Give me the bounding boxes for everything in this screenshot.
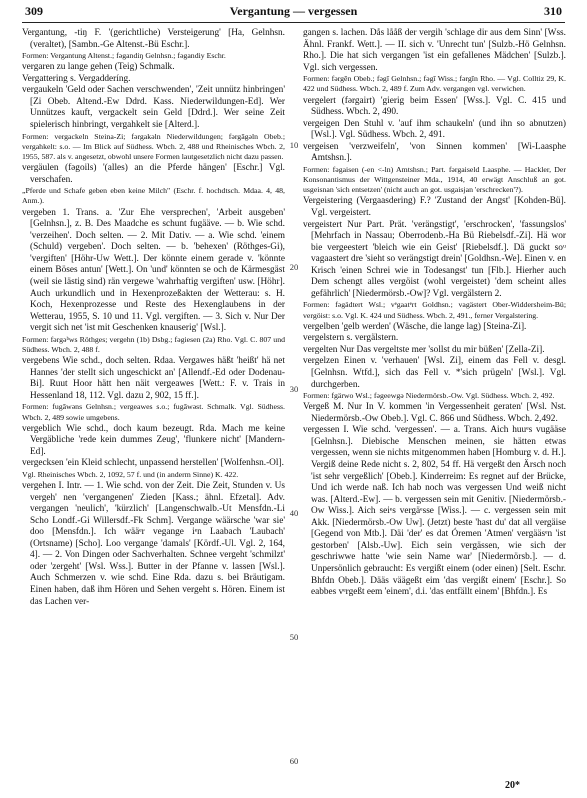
page-number-left: 309 xyxy=(25,4,43,18)
page-number-right: 310 xyxy=(544,4,562,18)
running-header xyxy=(25,4,562,20)
line-number: 40 xyxy=(289,508,299,518)
dictionary-entry: vergessen I. Wie schd. 'vergessen'. — a. Trans. Aich huuᵉs vugääse [Gelnhsn.]. Diebische Menschen meinen, sie hätten etwas vergessen, wenn sie nichts mitgenommen haben [Homburg v. d. H.]. Vergiß deine Rede nicht s. 2, 802, 54 ff. Hä vergeßt den Ärsch noch 'ist sehr vergeßlich' [Obeb.]. Kinderreim: Es regnet auf der Brücke, Und ich werde naß. Ich hab noch was vergessen Und weiß nicht was. [Alterd.-Ew]. — b. vergessen sein mit Genitiv. [Niedermörsb.-Ow Wiss.]. Aich seiᵉs vergäᵉsse [Wiss.]. — c. vergessen sein mit Akk. [Niedermörsb.-Ow Uw]. (Jetzt) beste 'hast du' dat all vergäise [Gegend von Mtb.]. Däi 'der' es dat Óremen 'Atmen' vergääsᵉn 'ist gestorben' [Alsb.-Uw]. Eich sein vergässen, wie sich der geschriwwe hatte 'wie sein Name war' [Niedermörsb.]. — d. Unpersönlich gebraucht: Es vergißt einem (oder einen) [Selt. Eschr. Bhfdn Obeb.]. Dääs väägeßt eim 'das vergißt einem' [Eschr.]. So eabbes vᵉrgeßt eem 'einem', d.i. 'das entfällt einem' [Bhfdn.]. Es xyxy=(303,425,566,598)
entry-note: Formen: vergackeln Steina-Zi; fərgakəln Niederwildungen; fərgāgəln Obeb.; vergahkelt: s.o. — Im Blick auf Südhess. Wbch. 2, 488 und Rheinisches Wbch. 2, 1955, 587. als v. angesetzt, obwohl unsere Formen lautgesetzlich nicht dazu passen. xyxy=(22,131,285,161)
dictionary-entry: vergelert (fərgairt) 'gierig beim Essen' [Wss.]. Vgl. C. 415 und Südhess. Wbch. 2, 490. xyxy=(303,95,566,118)
dictionary-entry: vergeigen Den Stuhl v. 'auf ihm schaukeln' (und ihn so abnutzen) [Wsl.]. Vgl. Südhess. Wbch. 2, 491. xyxy=(303,118,566,141)
dictionary-entry: vergeisen 'verzweifeln', 'von Sinnen kommen' [Wi-Laasphe Amtshsn.]. xyxy=(303,141,566,164)
dictionary-entry: vergebens Wie schd., doch selten. Rdaa. Vergawes häßt 'heißt' hä net Hannes 'der stellt sich ungeschickt an' [Allendf.-Ed oder Dodenau-Bi]. Ruut Hoor hätt hen näit vergeawes [Wett.: F. v. Trais in Hessenland 18, 112. Vgl. dazu 2, 902, 15 ff.]. xyxy=(22,356,285,401)
entry-note: Vgl. Rheinisches Wbch. 2, 1092, 57 f. und (in anderm Sinne) K. 422. xyxy=(22,469,239,479)
line-number: 50 xyxy=(289,632,299,642)
entry-note: Formen: Vergantung Altenst.; fəgandiŋ Gelnhsn.; fəgandiy Eschr. xyxy=(22,51,226,61)
entry-note: Formen: fərgēn Obeb.; fəgī Gelnhsn.; fəgī Wiss.; fərgīn Rho. — Vgl. Colltiz 29, K. 422 und Südhess. Wbch. 2, 489 f. Zum Adv. vergangen vgl. verwichen. xyxy=(303,74,566,94)
dictionary-entry: vergecksen 'ein Kleid schlecht, unpassend herstellen' [Wolfenhsn.-Ol]. xyxy=(22,458,284,469)
entry-note: „Pferde und Schafe geben eben keine Milch" (Eschr. f. hochdtsch. Mdaa. 4, 48, Anm.). xyxy=(22,186,285,206)
entry-note: Formen: fəgaisen (-en <-ln) Amtshsn.; Part. fərgaiseld Laasphe. — Hackler, Der Konsonantismus der Wittgensteiner Mda., 1914, 40 erwägt Anschluß an got. usgeisnan 'sich entsetzen' (nicht auch an got. usgaisjan 'erschrecken'?). xyxy=(303,164,566,195)
dictionary-entry: Vergantung, -tiŋ F. '(gerichtliche) Versteigerung' [Ha, Gelnhsn. (veraltet), [Sambn.-Ge Altenst.-Bü Eschr.]. xyxy=(22,28,285,50)
line-number: 30 xyxy=(289,384,299,394)
dictionary-entry: vergelstern s. vergälstern. xyxy=(303,333,399,344)
dictionary-entry: vergelben 'gelb werden' (Wäsche, die lange lag) [Steina-Zi]. xyxy=(303,321,527,332)
entry-note: Formen: fgärwo Wsl.; fəgeewgə Niedermörsb.-Ow. Vgl. Südhess. Wbch. 2, 492. xyxy=(303,391,555,401)
dictionary-entry: vergelzen Einen v. 'verhauen' [Wsl. Zi], einem das Fell v. desgl. [Gelnhsn. Wtfd.], sich das Fell v. *'sich prügeln' [Wsl.]. Vgl. durchgerben. xyxy=(303,356,566,390)
dictionary-entry: gangen s. lachen. Dås lååß der vergih 'schlage dir aus dem Sinn' [Wss. Ähnl. Frankf. Wett.]. — II. sich v. 'Unrecht tun' [Sulzb.-Hö Gelnhsn. Rho.]. Die hat sich vergangen 'ist ein gefallenes Mädchen' [Sulzb.]. Vgl. sich vergessen. xyxy=(303,28,566,73)
dictionary-entry: vergaukeln 'Geld oder Sachen verschwenden', 'Zeit unnütz hinbringen' [Zi Obeb. Altend.-Ew Ddrd. Kass. Niederwildungen-Ed]. Wer Unnützes kauft, vergackelt sein Geld [Ddrd.]. Wer seine Zeit spielerisch hinbringt, vergahkelt sie [Alterd.]. xyxy=(22,85,285,131)
dictionary-entry: Vergeistering (Vergaasdering) F.? 'Zustand der Angst' [Kohden-Bü]. Vgl. vergeistert. xyxy=(303,196,566,219)
header-rule xyxy=(22,22,565,23)
dictionary-entry: vergelten Nur Das vergeltste mer 'sollst du mir büßen' [Zella-Zi]. xyxy=(303,344,545,355)
entry-note: Formen: fəgädtert Wsl.; vᵉgaatᵉrt Goldhsn.; vagästert Ober-Widdersheim-Bü; vergöist: s.o. Vgl. K. 424 und Südhess. Wbch. 2, 491., ferner Vergalstering. xyxy=(303,300,566,320)
dictionary-entry: vergeistert Nur Part. Prät. 'verängstigt', 'erschrocken', 'fassungslos' [Mehrfach in Nassau; Oberrodenb.-Ha Bü Riebelsdf.-Zi]. Hä wor bie vergeestert 'bleich wie ein Geist' [Riebelsdf.]. Dä guckt soᵘ vagaastert dre 'sieht so verängstigt drein' [Goldhsn.-We]. Einen v. en Krisch 'einen Schrei wie in Todesangst' tun [Flb.]. Hierher auch Dem schengt alles vergöist (wohl vergeistet) 'dem scheint alles gefährlich' [Niedermörsb.-Ow]? Vgl. vergälstern 2. xyxy=(303,219,566,299)
dictionary-entry: vergaren zu lange gehen (Teig) Schmalk. xyxy=(22,62,175,73)
dictionary-entry: vergeben 1. Trans. a. 'Zur Ehe versprechen', 'Arbeit ausgeben' [Gelnhsn.], z. B. Des Maadche es schunt fugääve. — b. Wie schd. 'verzeihen'. Doch selten. — 2. Mit Dativ. — a. Wie schd. 'einem (Schuld) vergeben'. Doch selten. — b. 'behexen' (Röthges-Gi), 'vergiften' [Höhr-Uw Wett.]. Der könnte einem gerade v. 'könnte einem Böses antun' [Wett.]. On 'und' könnten se och de Kärmesgäst (weil sie lästig sind) rän vergewe 'wahrhaftig vergiften' usw. [Höhr]. Auch urkundlich und in Hexenprozeßakten der Wetterau: s. H. Koch, Hexenprozesse und Reste des Hexenglaubens in der Wetterau, 1955, S. 10 und 11. Vgl. vergiften. — 3. Sich v. Nur Der vergit sich net 'ist mit Geschenken knauserig' [Wsl.]. xyxy=(22,207,285,334)
dictionary-entry: vergehen I. Intr. — 1. Wie schd. von der Zeit. Die Zeit, Stunden v. Us vergeh' nen 'vergangenen' Zieden [Kass.; ähnl. Efzetal]. Adv. vergangen 'neulich', 'kürzlich' [Langenschwalb.-Ut Mensfdn.-Li Scho Londf.-Gi Willersdf.-Fk Schm]. Vergange wäärsche 'war sie' doo [Mensfdn.]. Ich wääᵉr vegange iᵉn Laabach 'Laubach' (Ortsname) [Scho]. Loo vergange 'damals' [Kördf.-Ul. Vgl. 2, 164, 4]. — 2. Von Dingen oder Sachverhalten. Schnee vergeht 'schmilzt' oder 'zergeht' [Wsl. Wss.]. Butter in der Pfanne v. lassen [Wsl.]. Auch Schmerzen v. wie schd. Eine Rda. dazu s. bei Bräutigam. Einen haben, daß ihm Hören und Sehen vergeht s. Hören. Einem ist das Lachen ver- xyxy=(22,481,285,607)
signature-mark: 20* xyxy=(505,780,520,791)
line-number: 60 xyxy=(289,756,299,766)
line-number: 10 xyxy=(289,140,299,150)
dictionary-entry: vergäulen (fəgoils) '(alles) an die Pferde hängen' [Eschr.] Vgl. verschafen. xyxy=(22,163,285,185)
header-title: Vergantung — vergessen xyxy=(229,4,358,18)
line-number: 20 xyxy=(289,262,299,272)
dictionary-entry: Vergattering s. Vergadderíng. xyxy=(22,73,131,84)
entry-note: Formen: fugāwəns Gelnhsn.; vergeawes s.o.; fugāwəst. Schmalk. Vgl. Südhess. Wbch. 2, 489 sowie umgebens. xyxy=(22,402,285,422)
dictionary-entry: vergeblich Wie schd., doch kaum bezeugt. Rda. Mach me keine Vergäbliche 'rede kein dummes Zeug', 'flunkere nicht' [Mandern-Ed]. xyxy=(22,423,285,457)
dictionary-entry: Vergeß M. Nur In V. kommen 'in Vergessenheit geraten' [Wsl. Nst. Niedermörsb.-Ow Obeb.]. Vgl. C. 866 und Südhess. Wbch. 2,492. xyxy=(303,402,566,424)
entry-note: Formen: fərgəᵇws Röthges; vergehn (1b) Dsbg.; fəgiesen (2a) Rho. Vgl. C. 807 und Südhess. Wbch. 2, 488 f. xyxy=(22,334,285,354)
right-column xyxy=(303,28,566,780)
left-column xyxy=(22,28,285,780)
